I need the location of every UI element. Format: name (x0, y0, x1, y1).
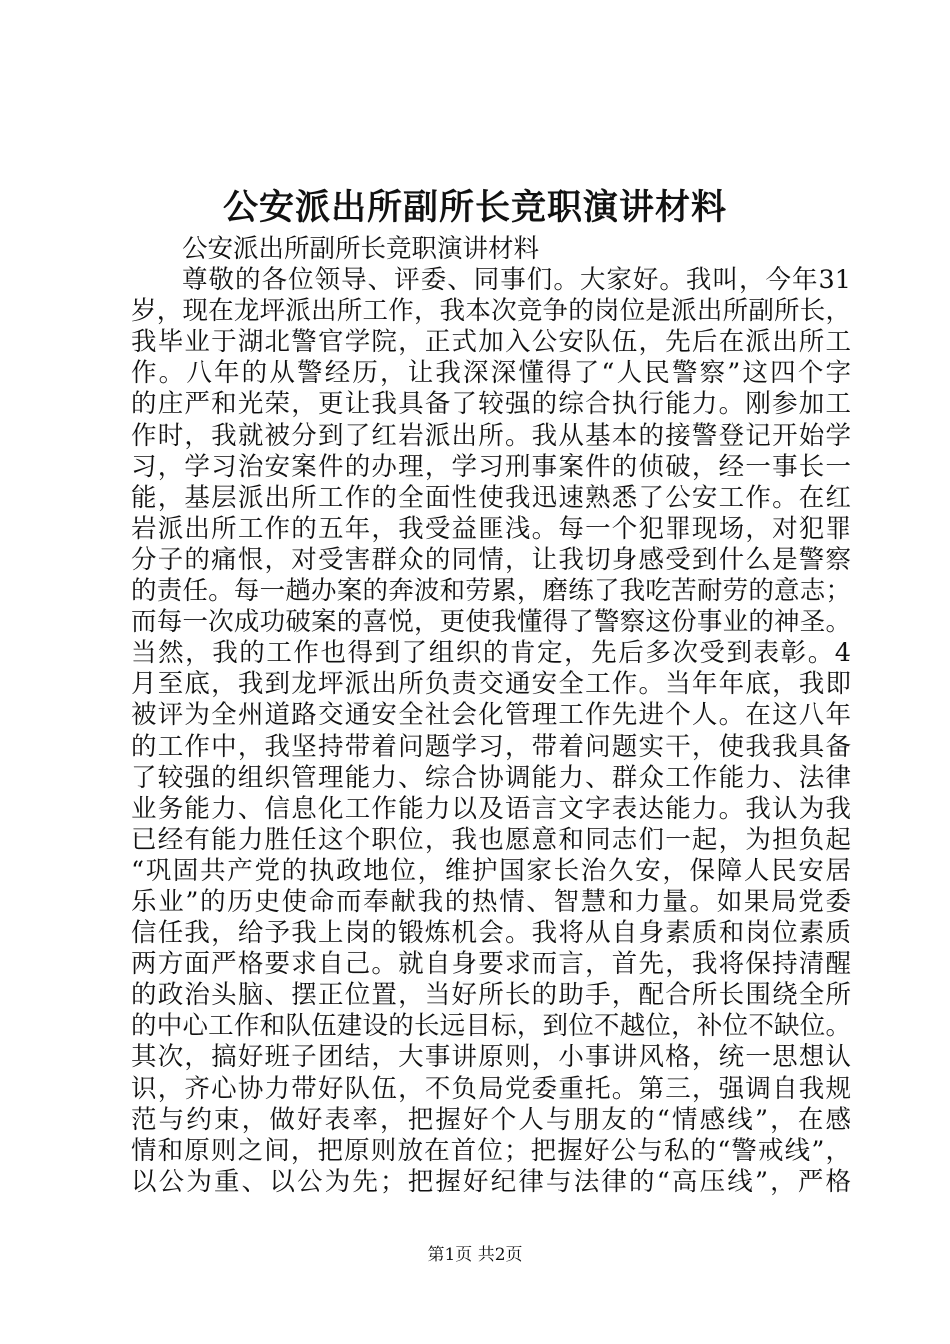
body-line: 习，学习治安案件的办理，学习刑事案件的侦破，经一事长一 (131, 451, 851, 482)
body-line: “巩固共产党的执政地位，维护国家长治久安，保障人民安居 (131, 855, 851, 886)
document-title: 公安派出所副所长竞职演讲材料 (222, 187, 727, 228)
body-line: 其次，搞好班子团结，大事讲原则，小事讲风格，统一思想认 (131, 1042, 851, 1073)
body-line: 的责任。每一趟办案的奔波和劳累，磨练了我吃苦耐劳的意志； (131, 576, 851, 607)
body-line: 作时，我就被分到了红岩派出所。我从基本的接警登记开始学 (131, 420, 851, 451)
body-line: 能，基层派出所工作的全面性使我迅速熟悉了公安工作。在红 (131, 482, 851, 513)
body-line: 被评为全州道路交通安全社会化管理工作先进个人。在这八年 (131, 700, 851, 731)
document-body (131, 234, 851, 1198)
body-line: 我毕业于湖北警官学院，正式加入公安队伍，先后在派出所工 (131, 327, 851, 358)
body-line: 情和原则之间，把原则放在首位；把握好公与私的“警戒线”， (131, 1135, 851, 1166)
page-footer: 第1页 共2页 (427, 1245, 523, 1265)
body-line: 的庄严和光荣，更让我具备了较强的综合执行能力。刚参加工 (131, 389, 851, 420)
body-line: 当然，我的工作也得到了组织的肯定，先后多次受到表彰。4 (131, 638, 851, 669)
body-line: 的中心工作和队伍建设的长远目标，到位不越位，补位不缺位。 (131, 1011, 851, 1042)
body-line: 两方面严格要求自己。就自身要求而言，首先，我将保持清醒 (131, 949, 851, 980)
body-line: 分子的痛恨，对受害群众的同情，让我切身感受到什么是警察 (131, 544, 851, 575)
body-line: 而每一次成功破案的喜悦，更使我懂得了警察这份事业的神圣。 (131, 607, 851, 638)
body-line: 业务能力、信息化工作能力以及语言文字表达能力。我认为我 (131, 793, 851, 824)
body-line: 作。八年的从警经历，让我深深懂得了“人民警察”这四个字 (131, 358, 851, 389)
body-line: 了较强的组织管理能力、综合协调能力、群众工作能力、法律 (131, 762, 851, 793)
body-line: 的政治头脑、摆正位置，当好所长的助手，配合所长围绕全所 (131, 980, 851, 1011)
body-line: 已经有能力胜任这个职位，我也愿意和同志们一起，为担负起 (131, 824, 851, 855)
body-line: 尊敬的各位领导、评委、同事们。大家好。我叫，今年31 (182, 265, 851, 296)
body-line: 岩派出所工作的五年，我受益匪浅。每一个犯罪现场，对犯罪 (131, 513, 851, 544)
body-subtitle-line: 公安派出所副所长竞职演讲材料 (182, 234, 540, 264)
body-line: 乐业”的历史使命而奉献我的热情、智慧和力量。如果局党委 (131, 886, 851, 917)
body-line: 识，齐心协力带好队伍，不负局党委重托。第三，强调自我规 (131, 1073, 851, 1104)
body-line: 的工作中，我坚持带着问题学习，带着问题实干，使我我具备 (131, 731, 851, 762)
body-line: 以公为重、以公为先；把握好纪律与法律的“高压线”，严格 (131, 1166, 851, 1197)
body-line: 岁，现在龙坪派出所工作，我本次竞争的岗位是派出所副所长， (131, 296, 851, 327)
body-line: 信任我，给予我上岗的锻炼机会。我将从自身素质和岗位素质 (131, 918, 851, 949)
body-line: 月至底，我到龙坪派出所负责交通安全工作。当年年底，我即 (131, 669, 851, 700)
body-line: 范与约束，做好表率，把握好个人与朋友的“情感线”，在感 (131, 1104, 851, 1135)
